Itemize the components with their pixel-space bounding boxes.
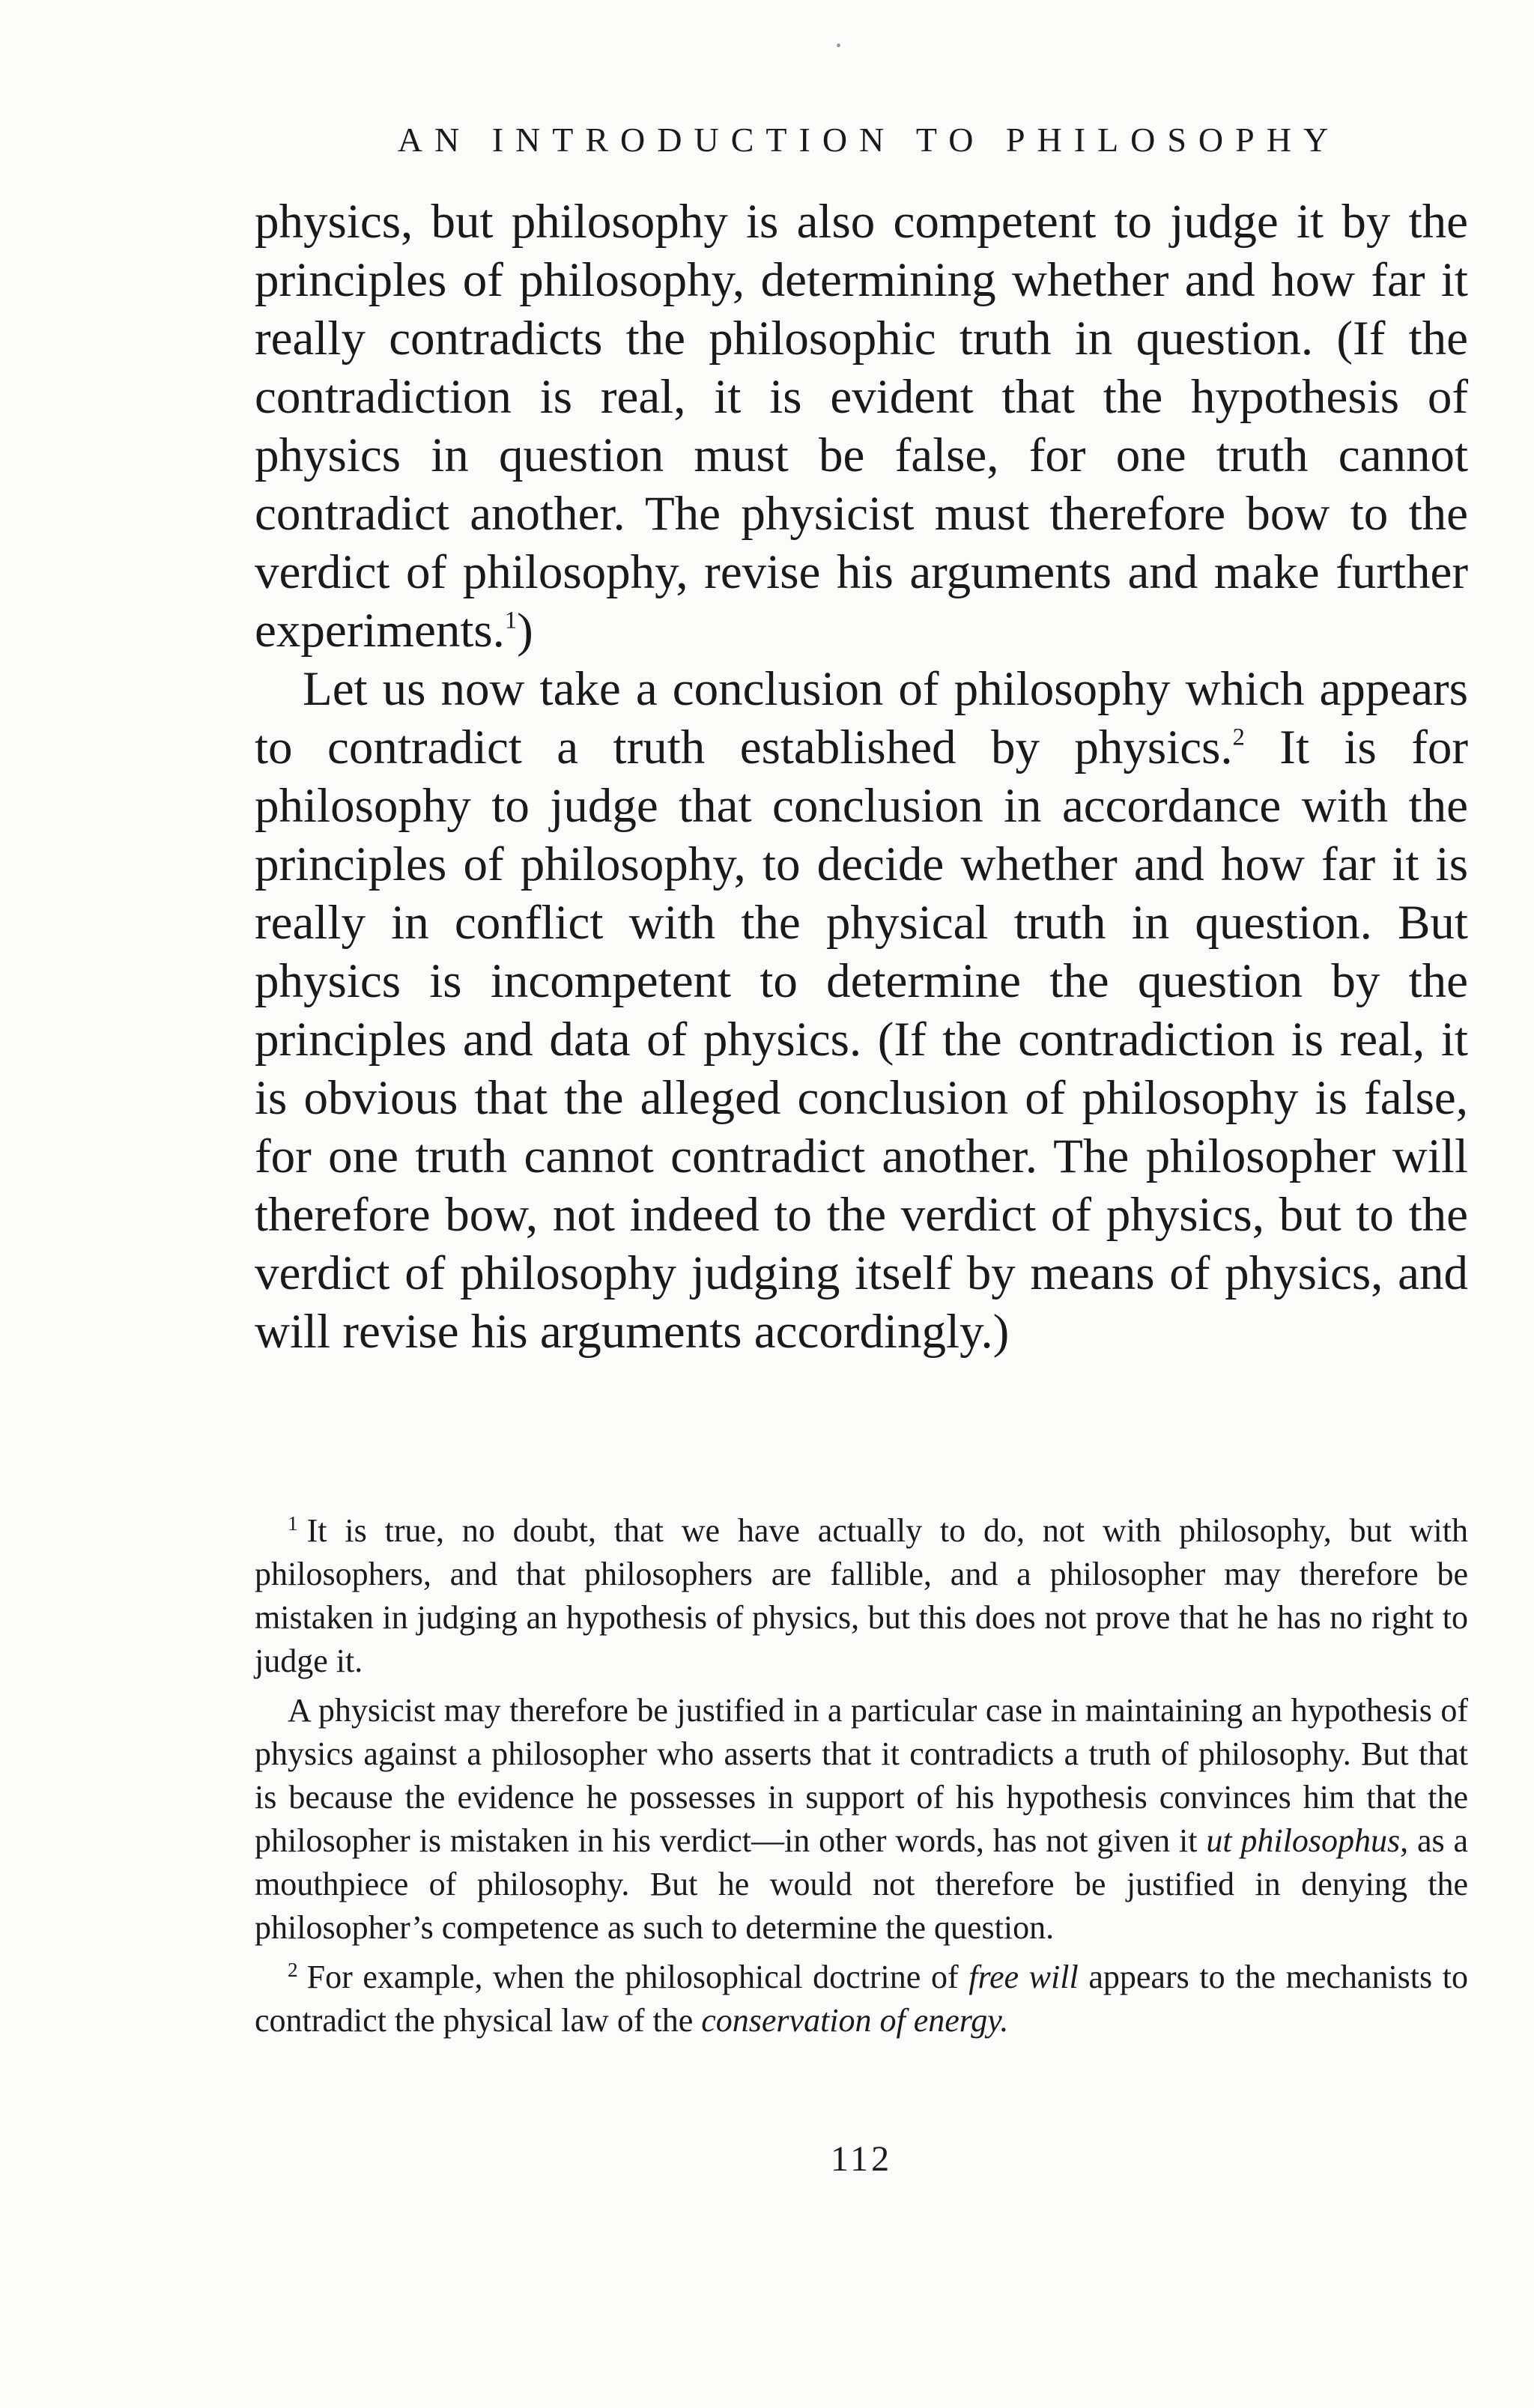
footnote-1 xyxy=(255,1509,1468,1683)
footnote-ref-1[interactable]: 1 xyxy=(504,607,518,634)
footnote-2-mark: 2 xyxy=(288,1959,298,1981)
page-number: 112 xyxy=(830,2139,893,2179)
paragraph-1-close: ) xyxy=(517,604,533,658)
footnote-2-a: For example, when the philosophical doctrine of xyxy=(306,1959,969,1995)
footnote-ref-2[interactable]: 2 xyxy=(1232,724,1245,751)
footnote-1-italic: ut philosophus xyxy=(1206,1822,1401,1859)
footnote-2-b: appears to the mechanists to contradict the physical law of the xyxy=(255,1959,1469,2039)
footnote-2 xyxy=(255,1956,1468,2042)
paragraph-2-text: Let us now take a conclusion of philosophy which appears to contradict a truth established by physics. xyxy=(255,662,1468,774)
footnote-1-cont-b: , as a mouthpiece of philosophy. But he would not therefore be justified in denying the philosopher’s competence as such to determine the question. xyxy=(255,1822,1469,1946)
paragraph-2-rest: It is for philosophy to judge that conclusion in accordance with the principles of philosophy, to decide whether and how far it is really in conflict with the physical truth in question. But physics is incompetent to determine the question by the principles and data of physics. (If the contradiction is real, it is obvious that the alleged conclusion of philosophy is false, for one truth cannot contradict another. The philosopher will therefore bow, not indeed to the verdict of physics, but to the verdict of philosophy judging itself by means of physics, and will revise his arguments accordingly.) xyxy=(255,721,1468,1359)
footnote-1-text: It is true, no doubt, that we have actually to do, not with philosophy, but with philosophers, and that philosophers are fallible, and a philosopher may therefore be mistaken in judging an hypothesis of physics, but this does not prove that he has no right to judge it. xyxy=(255,1512,1468,1679)
book-page xyxy=(255,0,1468,2408)
footnote-2-italic-2: conservation of energy. xyxy=(701,2002,1009,2039)
footnote-1-mark: 1 xyxy=(288,1512,298,1535)
main-text xyxy=(255,192,1468,1361)
running-head: AN INTRODUCTION TO PHILOSOPHY xyxy=(397,121,1341,159)
paragraph-1-text: physics, but philosophy is also competent to judge it by the principles of philosophy, determining whether and how far it really contradicts the philosophic truth in question. (If the contradiction is real, it is evident that the hypothesis of physics in question must be false, for one truth cannot contradict another. The physicist must therefore bow to the verdict of philosophy, revise his arguments and make further experiments. xyxy=(255,195,1468,658)
paragraph-1 xyxy=(255,192,1468,660)
footnote-2-italic-1: free will xyxy=(968,1959,1079,1995)
paragraph-2 xyxy=(255,660,1468,1361)
footnote-1-cont-a: A physicist may therefore be justified in a particular case in maintaining an hypothesis of physics against a philosopher who asserts that it contradicts a truth of philosophy. But that is because the evidence he possesses in support of his hypothesis convinces him that the philosopher is mistaken in his verdict—in other words, has not given it xyxy=(255,1692,1468,1859)
footnotes xyxy=(255,1509,1468,2048)
footnote-1-continuation xyxy=(255,1689,1468,1950)
